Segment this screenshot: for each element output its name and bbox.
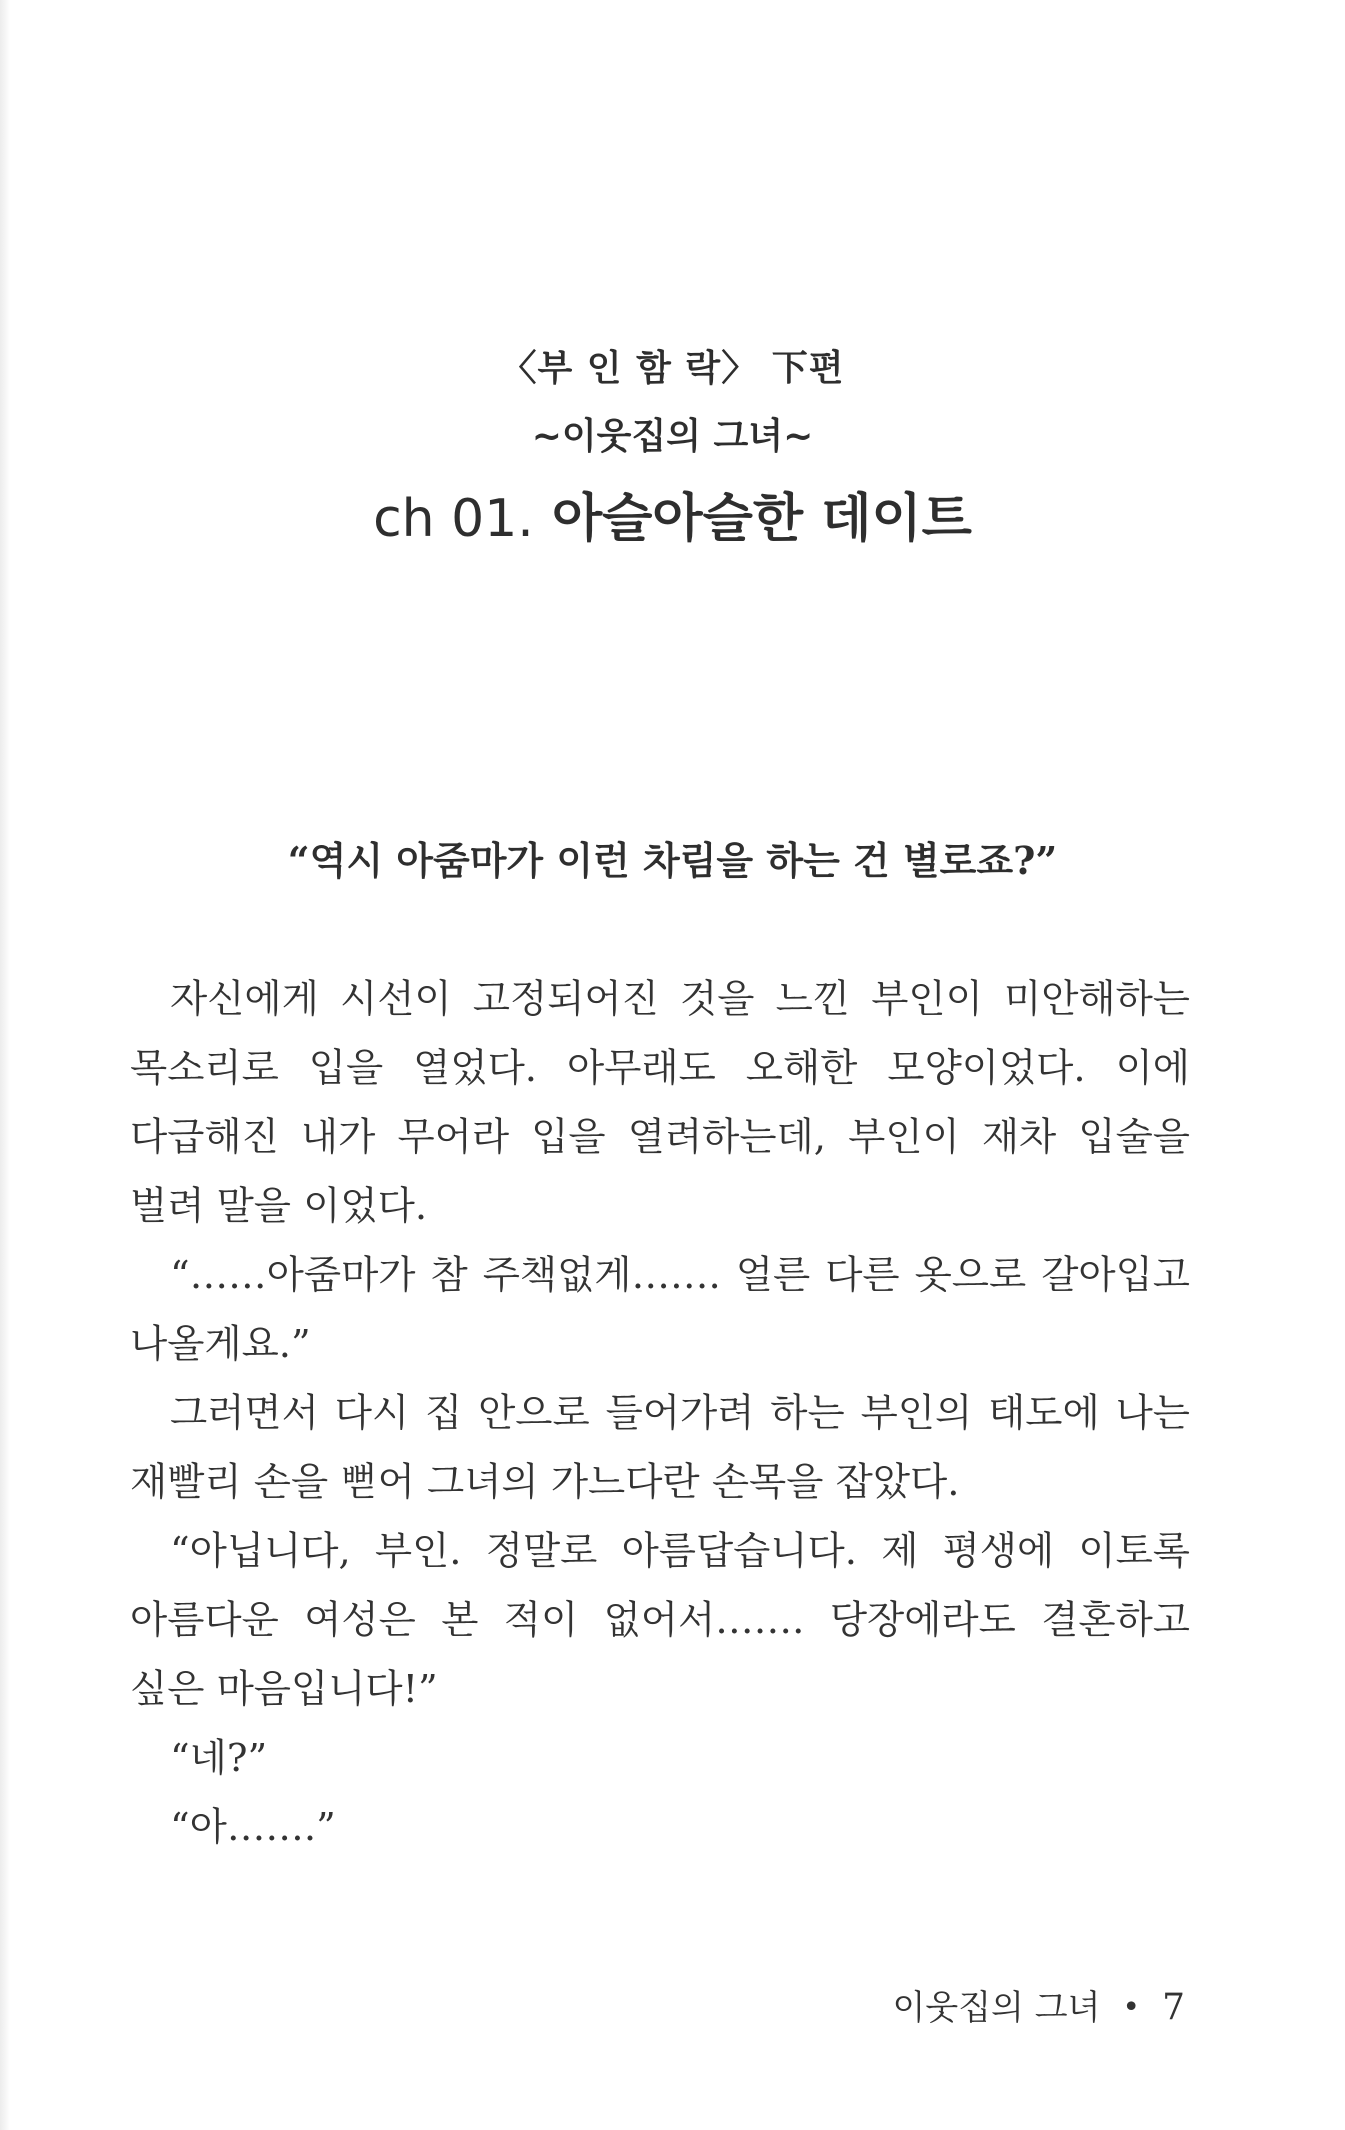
- paragraph: 자신에게 시선이 고정되어진 것을 느낀 부인이 미안해하는 목소리로 입을 열었다. 아무래도 오해한 모양이었다. 이에 다급해진 내가 무어라 입을 열려하는데, 부인이 재차 입술을 벌려 말을 이었다.: [130, 977, 1190, 1229]
- page-footer: [893, 1980, 1185, 2029]
- paragraph: “네?”: [170, 1736, 268, 1781]
- part-title: 〈부 인 함 락〉 下편: [500, 348, 845, 389]
- page-number: 7: [1162, 1987, 1185, 2028]
- body-text: [130, 965, 1190, 1862]
- paragraph: 그러면서 다시 집 안으로 들어가려 하는 부인의 태도에 나는 재빨리 손을 뻗어 그녀의 가느다란 손목을 잡았다.: [130, 1391, 1190, 1505]
- running-title: 이웃집의 그녀: [892, 1988, 1101, 2028]
- book-subtitle: ~이웃집의 그녀~: [531, 416, 814, 457]
- opening-quote: “역시 아줌마가 이런 차림을 하는 건 별로죠?”: [287, 838, 1058, 883]
- paragraph: “……아줌마가 참 주책없게……. 얼른 다른 옷으로 갈아입고 나올게요.”: [130, 1253, 1190, 1367]
- chapter-number: ch 01.: [373, 489, 534, 549]
- footer-separator: •: [1122, 1990, 1141, 2025]
- paragraph: “아…….”: [170, 1805, 336, 1850]
- chapter-name: 아슬아슬한 데이트: [551, 489, 972, 549]
- paragraph: “아닙니다, 부인. 정말로 아름답습니다. 제 평생에 이토록 아름다운 여성은 본 적이 없어서……. 당장에라도 결혼하고 싶은 마음입니다!”: [130, 1529, 1190, 1712]
- page-binding-shadow: [0, 0, 10, 2130]
- chapter-title: [0, 476, 1345, 551]
